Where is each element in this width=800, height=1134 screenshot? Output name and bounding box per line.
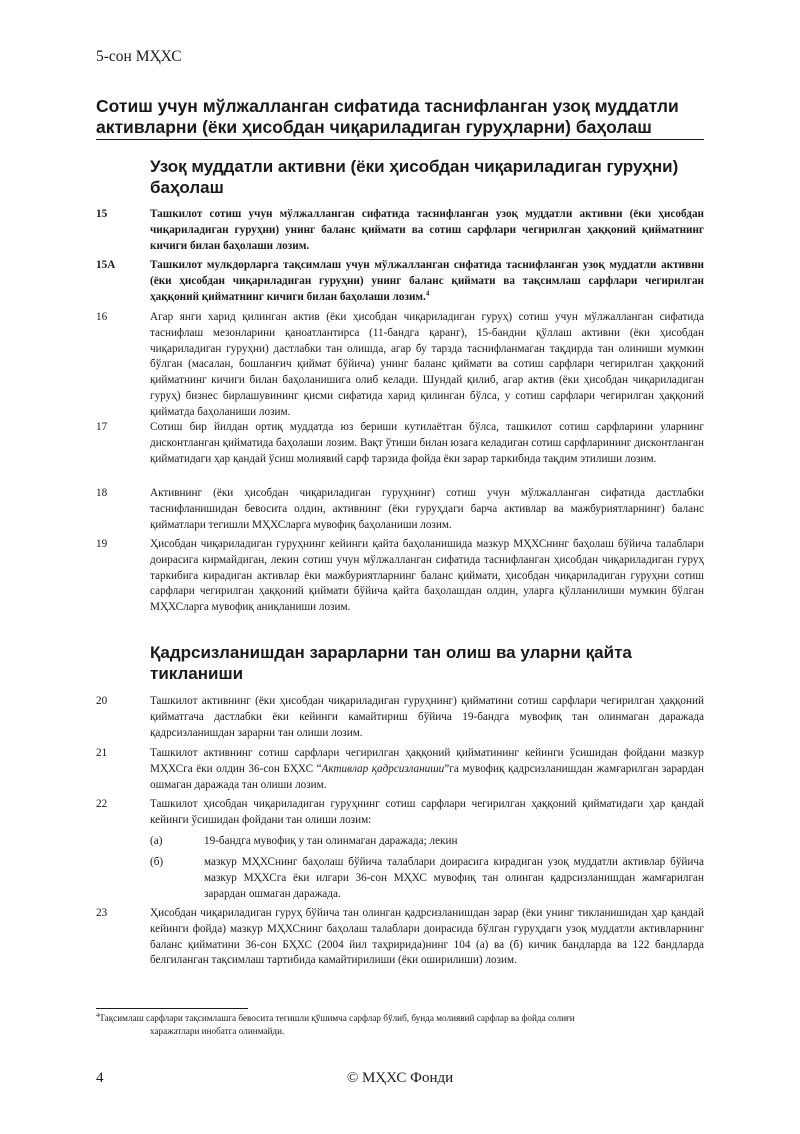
paragraph-22 bbox=[96, 797, 704, 829]
paragraph-text: Ҳисобдан чиқариладиган гуруҳнинг кейинги қайта баҳоланишида мазкур МҲХСнинг баҳолаш бўйича талаблари доирасига кирмайдиган, лекин сотиш учун мўлжалланган сифатида таснифланган ҳисобдан чиқариладиган гуруҳ таркибига кирадиган активлар ёки мажбуриятларнинг баланс қиймати, ҳисобдан чиқариладиган гуруҳни сотиш сарфлари чегирилган ҳаққоний қиймати бўйича қайта баҳолашдан олдин, уларга қўлланилиши мумкин бўлган МҲХСларга мувофиқ аниқланиши лозим. bbox=[150, 538, 704, 614]
copyright-notice: © МҲХС Фонди bbox=[346, 1070, 454, 1086]
paragraph-17 bbox=[96, 420, 704, 467]
paragraph-number: 18 bbox=[96, 487, 108, 499]
paragraph-text: Ҳисобдан чиқариладиган гуруҳ бўйича тан олинган қадрсизланишдан зарар (ёки унинг тикланишидан ҳар қандай кейинги фойда) мазкур МҲХСнинг баҳолаш талаблари доирасида бўлган гуруҳдаги узоқ муддатли активларнинг баланс қийматини 36-сон БҲХС (2004 йил таҳририда)нинг 104 (а) ва (б) кичик бандларда ва 122 бандларда белгиланган тақсимлаш тартибида камайтирилиши (ёки оширилиши) лозим. bbox=[150, 907, 704, 967]
paragraph-text-body: Ташкилот мулкдорларга тақсимлаш учун мўлжалланган сифатида таснифланган узоқ муддатли активни (ёки ҳисобдан чиқариладиган гуруҳни) унинг баланс қиймати ва тақсимлаш сарфлари чегирилган ҳаққоний қийматнинг кичиги билан баҳолаши лозим. bbox=[150, 259, 704, 303]
paragraph-text: Активнинг (ёки ҳисобдан чиқариладиган гуруҳнинг) сотиш учун мўлжалланган сифатида дастлабки таснифланишидан бевосита олдин, активнинг (ёки гуруҳдаги барча активлар ва мажбуриятларнинг) баланс қийматлари тегишли МҲХСларга мувофиқ баҳоланиши лозим. bbox=[150, 487, 704, 531]
paragraph-number: 22 bbox=[96, 798, 108, 810]
page-number: 4 bbox=[96, 1070, 104, 1086]
paragraph-number: 15A bbox=[96, 259, 116, 271]
paragraph-number: 19 bbox=[96, 538, 108, 550]
subheading-measurement: Узоқ муддатли активни (ёки ҳисобдан чиқариладиган гуруҳни) баҳолаш bbox=[150, 157, 679, 197]
footnote-text-line2: харажатлари инобатга олинмайди. bbox=[150, 1026, 285, 1036]
list-item-text: мазкур МҲХСнинг баҳолаш бўйича талаблари доирасига кирадиган узоқ муддатли активлар бўйича мазкур МҲХСга ёки илгари 36-сон МҲХС мувофиқ тан олинган қадрсизланишдан жамғарилган зарардан ошмаган даражада. bbox=[204, 856, 704, 900]
paragraph-18 bbox=[96, 486, 704, 533]
paragraph-text-part: Ташкилот активнинг сотиш сарфлари чегирилган ҳаққоний қийматининг кейинги ўсишидан фойдани мазкур МҲХСга ёки олдин 36-сон БҲХС “ bbox=[150, 747, 704, 775]
paragraph-number: 23 bbox=[96, 907, 108, 919]
paragraph-20 bbox=[96, 694, 704, 741]
paragraph-text bbox=[150, 746, 704, 793]
paragraph-15a bbox=[96, 258, 704, 305]
list-item-a bbox=[150, 834, 704, 850]
paragraph-19 bbox=[96, 537, 704, 616]
list-item-label: (б) bbox=[150, 856, 164, 868]
subheading-impairment: Қадрсизланишдан зарарларни тан олиш ва уларни қайта тикланиши bbox=[150, 643, 632, 683]
paragraph-number: 20 bbox=[96, 695, 108, 707]
list-item-label: (а) bbox=[150, 835, 163, 847]
paragraph-15 bbox=[96, 207, 704, 254]
paragraph-text: Сотиш бир йилдан ортиқ муддатда юз бериши кутилаётган бўлса, ташкилот сотиш сарфларини уларнинг дисконтланган қийматида баҳолаши лозим. Вақт ўтиши билан юзага келадиган сотиш сарфларининг дисконтланган қийматидаги ҳар қандай ўсиш молиявий сарф тарзида фойда ёки зарар таркибида тақдим этилиши лозим. bbox=[150, 421, 704, 465]
paragraph-16 bbox=[96, 310, 704, 421]
paragraph-text: Ташкилот ҳисобдан чиқариладиган гуруҳнинг сотиш сарфлари чегирилган ҳаққоний қийматидаги ҳар қандай кейинги ўсишидан фойдани тан олиши лозим: bbox=[150, 798, 704, 826]
paragraph-number: 21 bbox=[96, 747, 108, 759]
paragraph-number: 16 bbox=[96, 311, 108, 323]
list-item-b bbox=[150, 855, 704, 902]
footnote-reference[interactable]: 4 bbox=[425, 288, 430, 297]
paragraph-text: Ташкилот активнинг (ёки ҳисобдан чиқариладиган гуруҳнинг) қийматини сотиш сарфлари чегирилган ҳаққоний қийматгача дастлабки ёки кейинги камайтириш бўйича 19-бандга мувофиқ тан олинмаган даражада қадрсизланишдан зарарни тан олиши лозим. bbox=[150, 695, 704, 739]
standard-title: Активлар қадрсизланиши bbox=[321, 762, 445, 775]
list-item-text: 19-бандга мувофиқ у тан олинмаган даражада; лекин bbox=[204, 835, 458, 847]
footnote-text-line1: Тақсимлаш сарфлари тақсимлашга бевосита тегишли қўшимча сарфлар бўлиб, бунда молиявий сарфлар ва фойда солиғи bbox=[99, 1013, 575, 1023]
paragraph-23 bbox=[96, 906, 704, 969]
footnote bbox=[96, 1012, 706, 1038]
section-title: Сотиш учун мўлжалланган сифатида таснифланган узоқ муддатли активларни (ёки ҳисобдан чиқариладиган гуруҳларни) баҳолаш bbox=[96, 96, 704, 140]
footnote-separator bbox=[96, 1008, 248, 1009]
footnote-mark: 4 bbox=[96, 1011, 100, 1019]
paragraph-number: 15 bbox=[96, 208, 108, 220]
paragraph-text-part: ”га мувофиқ қадрсизланишдан жамғарилган зарардан ошмаган даражада тан олиши лозим. bbox=[150, 762, 705, 791]
paragraph-21 bbox=[96, 746, 704, 793]
paragraph-number: 17 bbox=[96, 421, 108, 433]
paragraph-text bbox=[150, 258, 704, 305]
paragraph-text: Агар янги харид қилинган актив (ёки ҳисобдан чиқариладиган гуруҳ) сотиш учун мўлжалланган сифатида таснифлаш мезонларини қаноатлантирса (11-бандга қаранг), 15-бандни қўллаш активни (ёки ҳисобдан чиқариладиган гуруҳни) дастлабки тан олишда, агар бу тарзда таснифланмаган тақдирда тан олиниши мумкин бўлган (масалан, бошланғич қиймат бўйича) унинг баланс қиймати ва сотиш сарфлари чегирилган ҳаққоний қийматнинг кичиги билан баҳоланишига олиб келади. Шундай қилиб, агар актив (ёки ҳисобдан чиқариладиган гуруҳ) бизнес бирлашувининг қисми сифатида харид қилинган бўлса, у сотиш сарфлари чегирилган ҳаққоний қийматда баҳоланиши лозим. bbox=[150, 311, 704, 418]
paragraph-text: Ташкилот сотиш учун мўлжалланган сифатида таснифланган узоқ муддатли активни (ёки ҳисобдан чиқариладиган гуруҳни) унинг баланс қиймати ва сотиш сарфлари чегирилган ҳаққоний қийматнинг кичиги билан баҳолаши лозим. bbox=[150, 208, 704, 252]
running-head: 5-сон МҲХС bbox=[96, 48, 182, 65]
